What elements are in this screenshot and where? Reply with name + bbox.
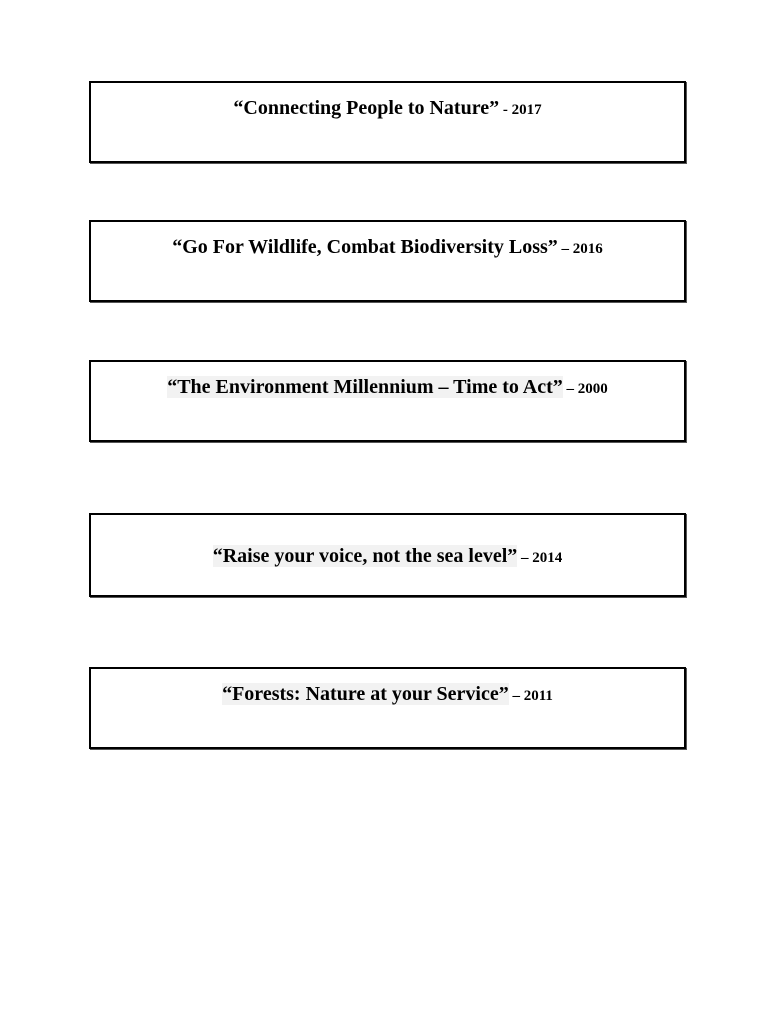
slogan-line bbox=[233, 97, 541, 120]
slogan-box-2011 bbox=[89, 667, 686, 749]
slogan-year: 2016 bbox=[572, 241, 603, 257]
slogan-line bbox=[222, 683, 553, 706]
slogan-year: 2011 bbox=[523, 688, 553, 704]
slogan-year: 2000 bbox=[577, 381, 608, 397]
slogan-quote: “Connecting People to Nature” bbox=[233, 97, 500, 119]
slogan-box-2000 bbox=[89, 360, 686, 442]
slogan-separator: - bbox=[499, 102, 512, 118]
slogan-line bbox=[167, 376, 608, 399]
slogan-separator: – bbox=[557, 241, 573, 257]
slogan-quote: “The Environment Millennium – Time to Act” bbox=[167, 376, 563, 398]
slogan-quote: “Raise your voice, not the sea level” bbox=[212, 545, 518, 567]
slogan-line bbox=[213, 545, 563, 568]
slogan-quote: “Forests: Nature at your Service” bbox=[222, 683, 509, 705]
slogan-line bbox=[172, 236, 603, 259]
slogan-separator: – bbox=[562, 381, 578, 397]
slogan-separator: – bbox=[517, 550, 533, 566]
slogan-box-2014 bbox=[89, 513, 686, 597]
slogan-year: 2014 bbox=[532, 550, 563, 566]
slogan-box-2016 bbox=[89, 220, 686, 302]
slogan-year: 2017 bbox=[511, 102, 542, 118]
slogan-box-2017 bbox=[89, 81, 686, 163]
slogan-separator: – bbox=[508, 688, 524, 704]
slogan-quote: “Go For Wildlife, Combat Biodiversity Loss” bbox=[172, 236, 558, 258]
